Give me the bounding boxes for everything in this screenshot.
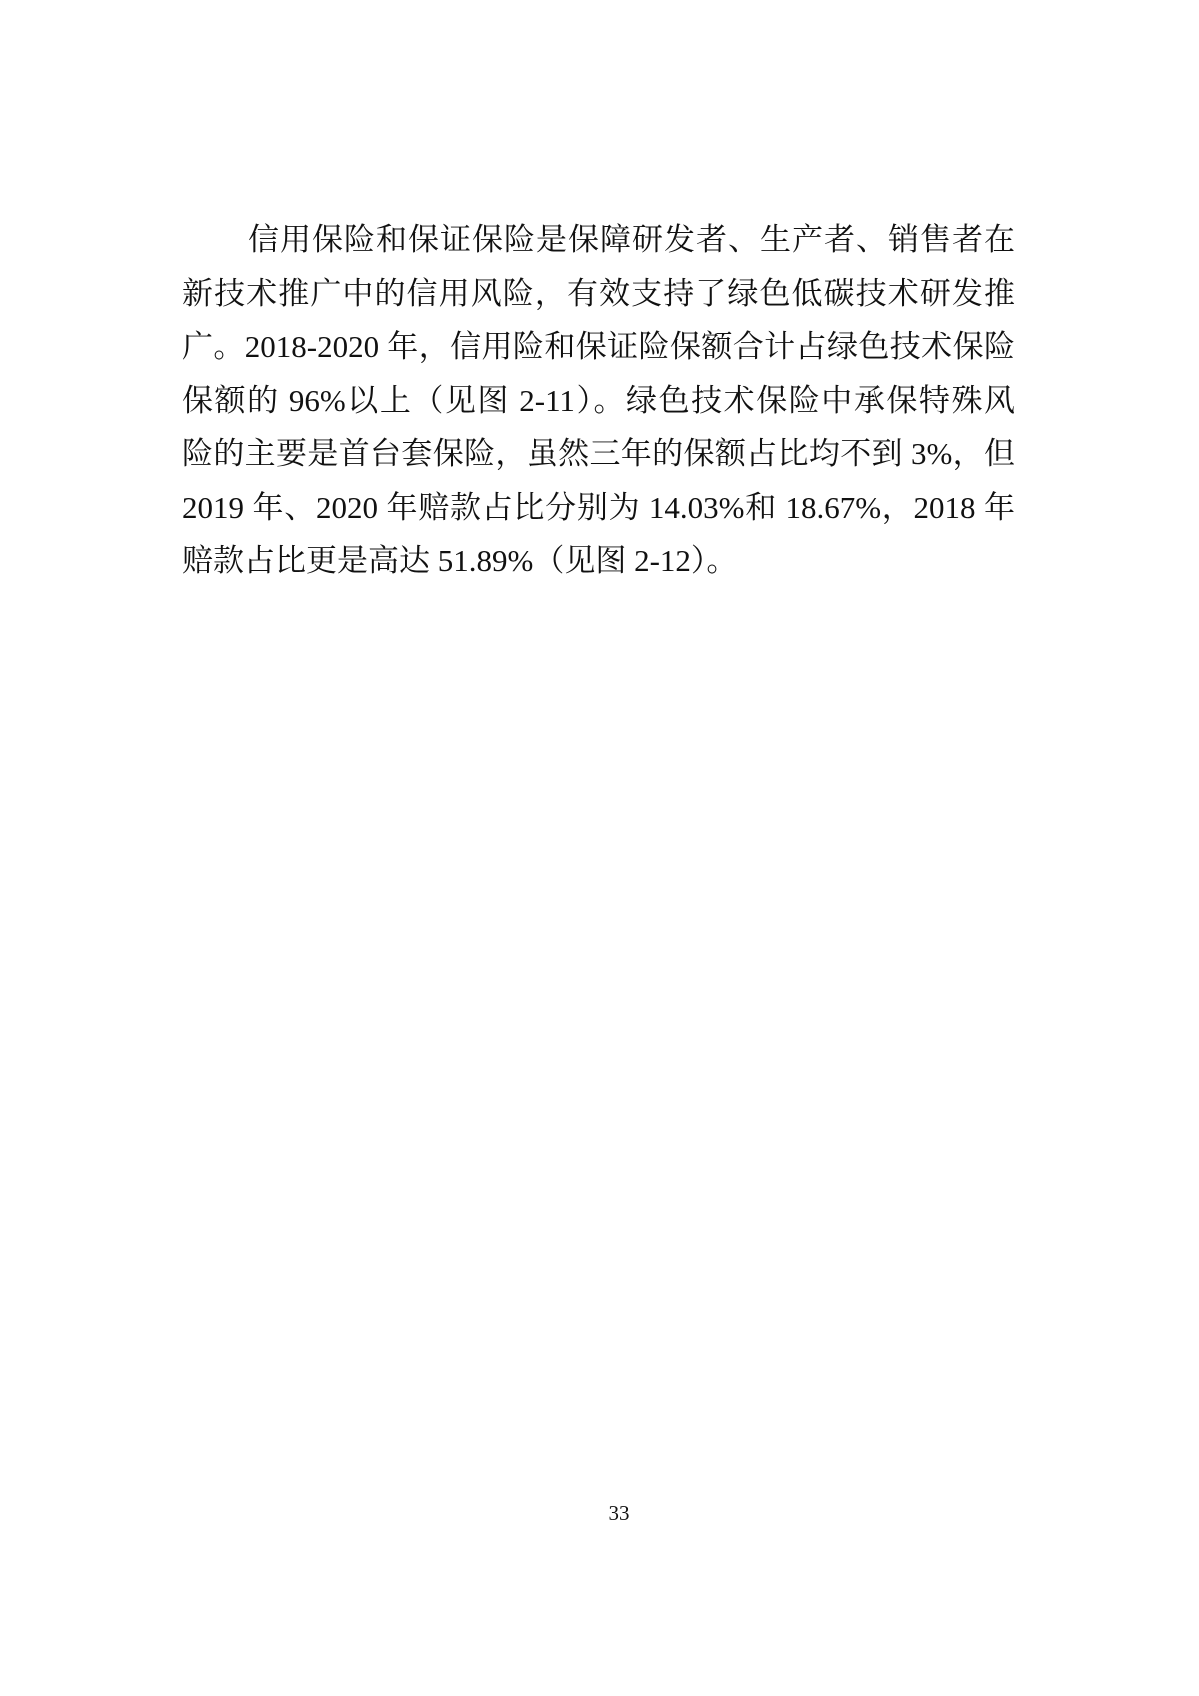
page-number: 33 (608, 1501, 630, 1525)
paragraph-line: 广。2018-2020 年，信用险和保证险保额合计占绿色技术保险 (182, 329, 1015, 364)
body-paragraph (182, 213, 1015, 588)
paragraph-line: 保额的 96%以上（见图 2-11）。绿色技术保险中承保特殊风 (182, 382, 1015, 418)
paragraph-line: 新技术推广中的信用风险，有效支持了绿色低碳技术研发推 (182, 275, 1015, 311)
paragraph-line: 赔款占比更是高达 51.89%（见图 2-12）。 (182, 543, 738, 578)
paragraph-line: 信用保险和保证保险是保障研发者、生产者、销售者在 (248, 222, 1015, 257)
paragraph-line: 险的主要是首台套保险，虽然三年的保额占比均不到 3%，但 (182, 436, 1015, 471)
paragraph-line: 2019 年、2020 年赔款占比分别为 14.03%和 18.67%，2018 年 (182, 489, 1015, 525)
